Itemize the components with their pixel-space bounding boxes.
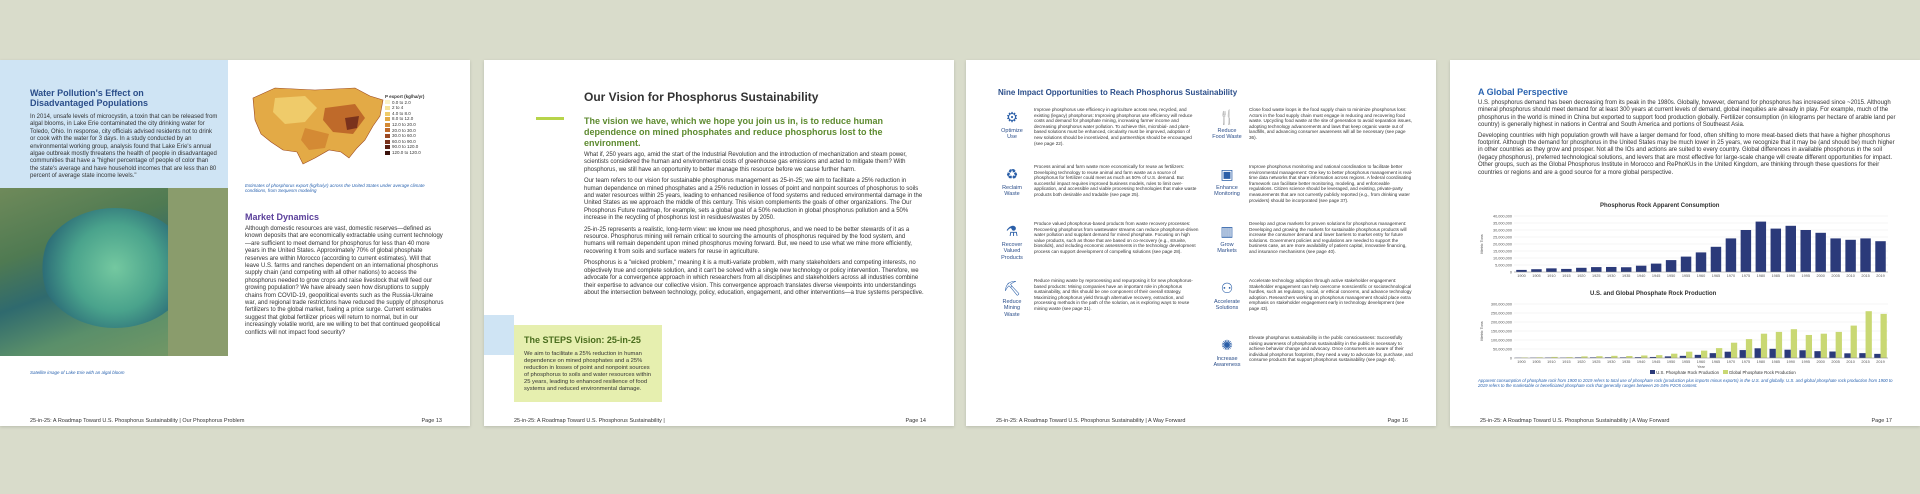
impact-description: Close food waste loops in the food supply chain to minimize phosphorus loss: Actors in the food supply chain must engage in reducing and recovering food waste. Upcycling food waste at the site of generation to avoid separation issues, adopting technology advancements and laws that keep organic waste out of landfills, and advancing consumer awareness will all be necessary (see page 36). xyxy=(1249,107,1412,140)
x-tick-label: 1950 xyxy=(1666,274,1676,278)
bar-secondary xyxy=(1821,334,1827,358)
bar-secondary xyxy=(1881,314,1887,358)
page-16 xyxy=(966,60,1436,426)
legend-item xyxy=(385,150,424,156)
bar-primary xyxy=(1815,233,1825,272)
legend-label: 2 to 4 xyxy=(392,105,404,111)
y-tick-label: 300,000,000 xyxy=(1490,302,1512,307)
recycle-icon: ♻ xyxy=(1005,166,1019,182)
body-text xyxy=(1478,100,1898,180)
x-tick-label: 1965 xyxy=(1711,274,1721,278)
x-tick-label: 1995 xyxy=(1801,360,1810,364)
sidebar-heading: Water Pollution's Effect on Disadvantaged Populations xyxy=(30,88,149,108)
bar-primary xyxy=(1695,355,1701,358)
paragraph: What if, 250 years ago, amid the start of the Industrial Revolution and the introduction of mechanization and steam power, scientists considered the human and environmental costs of greenhouse gas emissions and acted to mitigate them? With phosphorus, we still have an opportunity to better manage this resource before we cause further harm. xyxy=(584,152,907,173)
impact-icon-block xyxy=(1211,223,1243,255)
legend-label: 120.0 to 120.0 xyxy=(392,149,421,155)
y-tick-label: 25,000,000 xyxy=(1492,235,1512,240)
bar-primary xyxy=(1740,350,1746,358)
x-tick-label: 1985 xyxy=(1771,360,1781,364)
bar-primary xyxy=(1756,222,1766,272)
bar-primary xyxy=(1636,266,1646,272)
bar-secondary xyxy=(1761,334,1767,358)
bar-primary xyxy=(1784,350,1790,358)
impact-label: Grow Markets xyxy=(1217,242,1237,255)
x-tick-label: 2019 xyxy=(1876,274,1885,278)
impact-icon-block xyxy=(996,223,1028,261)
bar-primary xyxy=(1576,268,1586,272)
y-tick-label: 100,000,000 xyxy=(1490,338,1512,343)
x-tick-label: 1945 xyxy=(1651,274,1661,278)
decorative-block xyxy=(484,315,514,355)
bar-secondary xyxy=(1596,356,1602,358)
bar-primary xyxy=(1681,257,1691,272)
bar-primary xyxy=(1770,349,1776,358)
lead-statement: The vision we have, which we hope you join us in, is to reduce human dependence on mined phosphates and reduce phosphorus lost to the environment. xyxy=(584,116,884,148)
y-tick-label: 20,000,000 xyxy=(1492,242,1512,247)
accent-bar xyxy=(536,117,564,120)
bar-secondary xyxy=(1686,352,1692,358)
bar-primary xyxy=(1531,269,1541,272)
bar-secondary xyxy=(1656,355,1662,358)
bar-primary xyxy=(1666,260,1676,272)
market-dynamics-heading: Market Dynamics xyxy=(245,212,320,222)
people-icon: ⚇ xyxy=(1220,280,1234,296)
impact-label: Reclaim Waste xyxy=(1002,185,1022,198)
bar-primary xyxy=(1680,356,1686,358)
production-chart xyxy=(1478,300,1898,370)
x-tick-label: 2000 xyxy=(1816,274,1825,278)
impact-label: Enhance Monitoring xyxy=(1214,185,1240,198)
y-tick-label: 250,000,000 xyxy=(1490,311,1512,316)
impact-icon-block xyxy=(1211,109,1243,141)
page-title: Our Vision for Phosphorus Sustainability xyxy=(584,90,819,104)
legend-label: 90.0 to 120.0 xyxy=(392,144,419,150)
bar-secondary xyxy=(1746,339,1752,358)
paragraph: Phosphorus is a "wicked problem," meaning it is a multi-variate problem, with many stakeholders and competing interests, no objectively true and complete solution, and it can't be solved with a single new technology or policy intervention. Therefore, we advocate for a convergence approach in which researchers from all disciplines and stakeholders across all industries combine their expertise to advance our collective vision. This convergence approach translates diverse viewpoints into understandings about the intersection between technology, policy, education, engagement, and other interventions—a true systems perspective. xyxy=(584,260,924,296)
x-tick-label: 1900 xyxy=(1517,274,1526,278)
x-tick-label: 2010 xyxy=(1846,274,1855,278)
y-axis-label: Metric Tons xyxy=(1480,234,1484,254)
gear-icon: ⚙ xyxy=(1005,109,1019,125)
body-text xyxy=(584,152,924,301)
legend-swatch xyxy=(385,134,390,138)
impact-description: Develop and grow markets for proven solutions for phosphorus management: Developing and growing the markets for sustainable phosphorus products will increase the consumer demand and lower barriers to market entry for future solutions. Government policies and regulations are needed to support the business case, as are more availability of patient capital, innovative financing, and insurance mechanisms (see page 40). xyxy=(1249,221,1407,254)
x-tick-label: 1975 xyxy=(1741,360,1751,364)
legend-swatch xyxy=(385,123,390,127)
map-caption: Estimates of phosphorus export (kg/ha/yr) across the United States under average climate conditions, from Sequesm modeling xyxy=(245,183,425,193)
bar-primary xyxy=(1845,240,1855,272)
us-phosphorus-map xyxy=(245,78,390,173)
page-title: Nine Impact Opportunities to Reach Phosphorus Sustainability xyxy=(998,88,1238,97)
legend-title: P export (kg/ha/yr) xyxy=(385,94,425,99)
x-tick-label: 1955 xyxy=(1681,274,1691,278)
x-tick-label: 1935 xyxy=(1621,360,1631,364)
bar-primary xyxy=(1561,269,1571,272)
x-tick-label: 1990 xyxy=(1786,360,1795,364)
satellite-image xyxy=(0,188,228,356)
bar-primary xyxy=(1711,247,1721,272)
footer-left: 25-in-25: A Roadmap Toward U.S. Phosphorus Sustainability | xyxy=(514,418,665,424)
impact-item xyxy=(1211,219,1411,276)
pickaxe-icon: ⛏ xyxy=(1003,280,1021,296)
y-tick-label: 40,000,000 xyxy=(1492,214,1512,219)
footer-left: 25-in-25: A Roadmap Toward U.S. Phosphorus Sustainability | A Way Forward xyxy=(1480,418,1670,424)
y-tick-label: 50,000,000 xyxy=(1492,347,1512,352)
footer-page-number: Page 17 xyxy=(1871,418,1892,424)
bar-primary xyxy=(1875,241,1885,272)
chart-icon: ▥ xyxy=(1220,223,1234,239)
legend-label: 0.0 to 2.0 xyxy=(392,99,411,105)
impact-icon-block xyxy=(996,280,1028,318)
impact-label: Reduce Food Waste xyxy=(1212,128,1242,141)
steps-body: We aim to facilitate a 25% reduction in human dependence on mined phosphates and a 25% reduction in losses of point and nonpoint sources of phosphorus to soils and water resources within 25 years, leading to enhanced resilience of food systems and reduced environmental damage. xyxy=(524,351,651,392)
steps-title: The STEPS Vision: 25-in-25 xyxy=(524,335,641,345)
legend-label: 30.0 to 60.0 xyxy=(392,133,416,139)
bar-secondary xyxy=(1671,354,1677,358)
legend-us: U.S. Phosphate Rock Production xyxy=(1656,370,1720,375)
impact-label: Optimize Use xyxy=(1001,128,1023,141)
x-tick-label: 1965 xyxy=(1711,360,1721,364)
x-tick-label: 2005 xyxy=(1831,274,1840,278)
bar-primary xyxy=(1741,230,1751,272)
footer-page-number: Page 13 xyxy=(421,418,442,424)
bar-secondary xyxy=(1611,356,1617,358)
x-tick-label: 1970 xyxy=(1726,360,1736,364)
impact-label: Accelerate Solutions xyxy=(1214,299,1240,312)
impact-item xyxy=(996,276,1196,333)
legend-global: Global Phosphate Rock Production xyxy=(1728,370,1796,375)
steps-callout xyxy=(514,325,662,402)
x-tick-label: 1920 xyxy=(1577,274,1586,278)
y-axis-label: Metric Tons xyxy=(1480,321,1484,341)
x-tick-label: 1920 xyxy=(1577,360,1586,364)
legend-label: 12.0 to 20.0 xyxy=(392,121,416,127)
satellite-caption: Satellite image of Lake Erie with an algal bloom xyxy=(30,370,125,375)
bar-secondary xyxy=(1776,332,1782,358)
x-tick-label: 1915 xyxy=(1562,274,1571,278)
bar-secondary xyxy=(1866,311,1872,358)
bar-primary xyxy=(1755,348,1761,358)
bar-secondary xyxy=(1731,343,1737,358)
legend-swatch xyxy=(385,140,390,144)
x-tick-label: 1905 xyxy=(1532,274,1541,278)
x-tick-label: 1960 xyxy=(1696,274,1706,278)
bar-primary xyxy=(1786,226,1796,272)
x-tick-label: 1990 xyxy=(1786,274,1795,278)
paragraph: Our team refers to our vision for sustainable phosphorus management as 25-in-25; we aim to facilitate a 25% reduction in human dependence on mined phosphates and a 25% reduction in losses of point and nonpoint sources of phosphorus to soils and water resources within 25 years, leading to enhanced resilience of food systems and reduced environmental damage in the United States as we approach the middle of this century. This vision complements the goals of other organizations. The Our Phosphorus Future roadmap, for example, sets a global goal of a 50% reduction in global phosphorus pollution and a 50% increase in the recycling of phosphorus lost in residues/wastes by 2050. xyxy=(584,178,923,222)
x-tick-label: 1980 xyxy=(1756,360,1766,364)
bar-primary xyxy=(1830,238,1840,272)
market-dynamics-text: Although domestic resources are vast, domestic reserves—defined as known deposits that are economically extractable using current technology—are sufficient to meet demand for phosphorus for less than 40 more years in the United States. Approximately 70% of global phosphate reserves are within Morocco (according to current estimates). Will that leave U.S. farms and ranches dependent on an international phosphorus supply chain (and competing with all other nations) to access the phosphorus needed to grow crops and raise livestock that will feed our growing population? We have already seen how disruptions to supply chains from COVID-19, geopolitical events such as the Russia-Ukraine war, and regional trade restrictions have reduced the supply of phosphorus fertilizers to the global market, fueling a price surge. Current estimates suggest that global fertilizer prices will return to normal, but in our increasingly volatile world, are we willing to bet that continued geopolitical conflicts will not impact food security? xyxy=(245,226,444,336)
bar-secondary xyxy=(1791,329,1797,358)
y-tick-label: 0 xyxy=(1509,270,1512,275)
x-tick-label: 2015 xyxy=(1861,274,1870,278)
bar-primary xyxy=(1591,267,1601,272)
impact-description: Reduce mining waste by reprocessing and repurposing it for new phosphorus-based products: Mining companies have an important role in phosphorus sustainability, and this should be one component of their overall strategy. Maximizing phosphorus yield through alternative recovery, extraction, and processing methods in the path of the solution, as is exploring ways to reuse mining waste (see page 31). xyxy=(1034,278,1193,311)
x-tick-label: 1910 xyxy=(1547,274,1556,278)
impact-item xyxy=(996,219,1199,276)
impact-label: Reduce Mining Waste xyxy=(1002,299,1022,318)
x-tick-label: 1980 xyxy=(1756,274,1766,278)
food-icon: 🍴 xyxy=(1218,109,1236,125)
bar-primary xyxy=(1651,264,1661,272)
chart1-title: Phosphorus Rock Apparent Consumption xyxy=(1600,203,1720,209)
monitor-icon: ▣ xyxy=(1220,166,1234,182)
x-tick-label: 1960 xyxy=(1696,360,1706,364)
impact-icon-block xyxy=(996,166,1028,198)
page-13 xyxy=(0,60,470,426)
x-tick-label: 1940 xyxy=(1636,274,1646,278)
impact-item xyxy=(1211,105,1411,162)
legend-swatch xyxy=(385,117,390,121)
bar-secondary xyxy=(1626,356,1632,358)
bar-primary xyxy=(1621,267,1631,272)
bar-primary xyxy=(1814,351,1820,358)
impact-description: Process animal and farm waste more economically for reuse as fertilizers: Developing technology to reuse animal and farm waste as a source of phosphorus for fertilizer could meet as much as 50% of U.S. demand. But successful impact requires improved business models, rules to limit over-application, and accessible and viable processing technologies that make waste products both desirable and tradable (see page 25). xyxy=(1034,164,1197,197)
x-tick-label: 1925 xyxy=(1592,274,1601,278)
impact-label: Recover Valued Products xyxy=(1001,242,1023,261)
legend-swatch xyxy=(385,145,390,149)
impact-icon-block xyxy=(996,109,1028,141)
y-tick-label: 200,000,000 xyxy=(1490,320,1512,325)
impact-description: Improve phosphorus use efficiency in agriculture across new, recycled, and existing (legacy) phosphorus: Improving phosphorus use efficiency will reduce costs and demand for phosphate mining, increasing farmer income and decreasing phosphorus water pollution. To achieve this, microbial- and plant-based solutions must be enhanced, circularity must be improved, adoption of new solutions should be incentivized, and partnerships should be encouraged (see page 22). xyxy=(1034,107,1193,146)
impact-description: Elevate phosphorus sustainability in the public consciousness: Successfully raising awareness of phosphorus sustainability in the public is necessary to achieve behavior change and advocacy. Once consumers are aware of their individual phosphorus footprints, they need a way to advocate for, purchase, and consume products that support phosphorus sustainability (see page 46). xyxy=(1249,335,1413,363)
x-tick-label: 1945 xyxy=(1651,360,1661,364)
page-17 xyxy=(1450,60,1920,426)
bar-primary xyxy=(1725,352,1731,358)
bar-secondary xyxy=(1836,332,1842,358)
x-tick-label: 1930 xyxy=(1607,360,1616,364)
x-tick-label: 1925 xyxy=(1592,360,1601,364)
bar-secondary xyxy=(1641,355,1647,358)
x-tick-label: 1955 xyxy=(1681,360,1691,364)
map-legend xyxy=(385,94,424,156)
right-column xyxy=(1211,105,1411,390)
x-tick-label: 1975 xyxy=(1741,274,1751,278)
bar-secondary xyxy=(1716,348,1722,358)
paragraph: Developing countries with high population growth will have a larger demand for food, often shifting to more meat-based diets that have a higher phosphorus footprint. Although the demand for phosphorus in the United States may be much lower in 25 years, we recognize that it may be (and should be) much higher in other countries as they grow and prosper. Not all the IOs and actions are suited to every country. Global differences in available phosphorus in the soil (legacy phosphorus), preferred technological solutions, and levers that are most effective for large-scale change will create different opportunities for impact. Other groups, such as the Global Phosphorus Institute in Morocco and RePhoKUs in the United Kingdom, are thinking through these questions for their countries or regions and are a good source for a more global perspective. xyxy=(1478,132,1895,176)
legend-label: 20.0 to 30.0 xyxy=(392,127,416,133)
x-tick-label: 2010 xyxy=(1846,360,1855,364)
impact-item xyxy=(1211,276,1411,333)
x-tick-label: 1910 xyxy=(1547,360,1556,364)
bulb-icon: ✺ xyxy=(1221,337,1233,353)
y-tick-label: 30,000,000 xyxy=(1492,228,1512,233)
legend-swatch xyxy=(385,151,390,155)
page-title: A Global Perspective xyxy=(1478,87,1568,97)
bar-primary xyxy=(1829,352,1835,358)
y-tick-label: 150,000,000 xyxy=(1490,329,1512,334)
impact-description: Produce valued phosphorus-based products from waste recovery processes: Recovering phosphorus from wastewater streams can reduce phosphorus-driven water pollution and supplant demand for mined phosphate. Focusing on high value products, such as those that are based on co-recovery (e.g., struvite, biosolids), and including economic assessments in the technology development process can support development of compelling solutions (see page 28). xyxy=(1034,221,1199,254)
chart2-legend xyxy=(1650,370,1796,375)
bar-primary xyxy=(1799,350,1805,358)
legend-swatch xyxy=(385,112,390,116)
footer-left: 25-in-25: A Roadmap Toward U.S. Phosphorus Sustainability | Our Phosphorus Problem xyxy=(30,418,245,424)
bar-primary xyxy=(1710,353,1716,358)
impact-item xyxy=(1211,162,1411,219)
consumption-chart xyxy=(1478,212,1898,284)
legend-label: 4.0 to 8.0 xyxy=(392,110,411,116)
chart2-title: U.S. and Global Phosphate Rock Production xyxy=(1590,291,1717,297)
legend-label: 8.0 to 12.0 xyxy=(392,116,414,122)
impact-item xyxy=(996,105,1196,162)
bar-secondary xyxy=(1851,326,1857,358)
chart-caption: Apparent consumption of phosphate rock from 1900 to 2019 refers to total use of phosphate rock (production plus imports minus exports) in the U.S. and globally. U.S. and global phosphate rock production from 1900 to 2019 refers to the marketable or beneficiated phosphate rock that generally ranges between 26-34% P2O5 content. xyxy=(1478,378,1893,389)
x-tick-label: 2015 xyxy=(1861,360,1870,364)
bar-primary xyxy=(1516,270,1526,272)
legend-swatch xyxy=(385,106,390,110)
impact-item xyxy=(996,162,1196,219)
bar-primary xyxy=(1546,268,1556,272)
bar-primary xyxy=(1771,229,1781,272)
x-axis-label: Year xyxy=(1697,365,1705,369)
impact-description: Accelerate technology adoption through active stakeholder engagement: Stakeholder engagement can help overcome nonscientific or sociotechnological hurdles, such as regulatory, social, or ethical concerns, and advance technology adoption. Researchers working on phosphorus management should place extra emphasis on stakeholder engagement early in technology development (see page 43). xyxy=(1249,278,1412,311)
footer-page-number: Page 14 xyxy=(905,418,926,424)
bar-secondary xyxy=(1701,351,1707,358)
legend-swatch xyxy=(385,128,390,132)
y-tick-label: 5,000,000 xyxy=(1495,263,1512,268)
paragraph: 25-in-25 represents a realistic, long-term view: we know we need phosphorus, and we need to be better stewards of it as a resource. Phosphorus mining will remain critical to sourcing the amounts of phosphorus required by the food system, and humans will remain dependent upon mined phosphorus moving forward. But, we need to use what we mine more efficiently, recovering it from soils and surface waters for reuse in agriculture. xyxy=(584,226,912,255)
x-tick-label: 1935 xyxy=(1621,274,1631,278)
x-tick-label: 1950 xyxy=(1666,360,1676,364)
y-tick-label: 15,000,000 xyxy=(1492,249,1512,254)
bar-primary xyxy=(1860,238,1870,272)
x-tick-label: 1940 xyxy=(1636,360,1646,364)
x-tick-label: 2000 xyxy=(1816,360,1825,364)
impact-label: Increase Awareness xyxy=(1213,356,1241,369)
y-tick-label: 10,000,000 xyxy=(1492,256,1512,261)
page-14 xyxy=(484,60,954,426)
impact-description: Improve phosphorus monitoring and national coordination to facilitate better environmental management: One key to better phosphorus management is real-time data networks that share information across regions. A federal coordinating framework can facilitate better monitoring, modeling, and enforceable regulations. Citizen science should be leveraged, and existing, private-party measurements that are not currently publicly reported (e.g., from drinking water providers) should be incorporated (see page 37). xyxy=(1249,164,1413,203)
paragraph: U.S. phosphorus demand has been decreasing from its peak in the 1980s. Globally, however, demand for phosphorus has increased since ~2015. Although mineral phosphorus should meet demand for at least 300 years at current levels of demand, global inequities are already in play. For example, much of the phosphorus in the world is mined in China but exported to support food production globally. Fertilizer consumption (in kilograms per hectare of arable land per country) is generally highest in nations in Central and South America and portions of Southeast Asia. xyxy=(1478,100,1896,129)
bar-secondary xyxy=(1806,335,1812,358)
bar-primary xyxy=(1874,354,1880,358)
bar-primary xyxy=(1726,238,1736,272)
sidebar-text: In 2014, unsafe levels of microcystin, a toxin that can be released from algal blooms, in Lake Erie contaminated the city drinking water for Toledo, Ohio. In response, city officials advised residents not to drink or cook with the water for 3 days. In a study conducted by an environmental working group, analysis found that Lake Erie's annual algae outbreak mostly threatens the health of people in disadvantaged communities that have a "higher percentage of people of color than the state's average and have household incomes that are less than 80 percent of average state income levels." xyxy=(30,114,218,180)
bar-primary xyxy=(1859,353,1865,358)
x-tick-label: 1900 xyxy=(1517,360,1526,364)
x-tick-label: 1970 xyxy=(1726,274,1736,278)
impact-icon-block xyxy=(1211,166,1243,198)
flask-icon: ⚗ xyxy=(1005,223,1019,239)
y-tick-label: 35,000,000 xyxy=(1492,221,1512,226)
footer-page-number: Page 16 xyxy=(1387,418,1408,424)
y-tick-label: 0 xyxy=(1509,356,1512,361)
impact-icon-block xyxy=(1211,337,1243,369)
bar-primary xyxy=(1606,267,1616,272)
legend-swatch xyxy=(385,100,390,104)
bar-primary xyxy=(1800,230,1810,272)
x-tick-label: 1905 xyxy=(1532,360,1541,364)
footer-left: 25-in-25: A Roadmap Toward U.S. Phosphorus Sustainability | A Way Forward xyxy=(996,418,1186,424)
x-tick-label: 1985 xyxy=(1771,274,1781,278)
left-column xyxy=(996,105,1199,333)
bar-primary xyxy=(1696,252,1706,272)
x-tick-label: 2005 xyxy=(1831,360,1840,364)
legend-label: 60.0 to 90.0 xyxy=(392,138,416,144)
x-tick-label: 1915 xyxy=(1562,360,1571,364)
impact-item xyxy=(1211,333,1411,390)
x-tick-label: 2019 xyxy=(1876,360,1885,364)
x-tick-label: 1930 xyxy=(1607,274,1616,278)
bar-primary xyxy=(1844,353,1850,358)
impact-icon-block xyxy=(1211,280,1243,312)
x-tick-label: 1995 xyxy=(1801,274,1810,278)
